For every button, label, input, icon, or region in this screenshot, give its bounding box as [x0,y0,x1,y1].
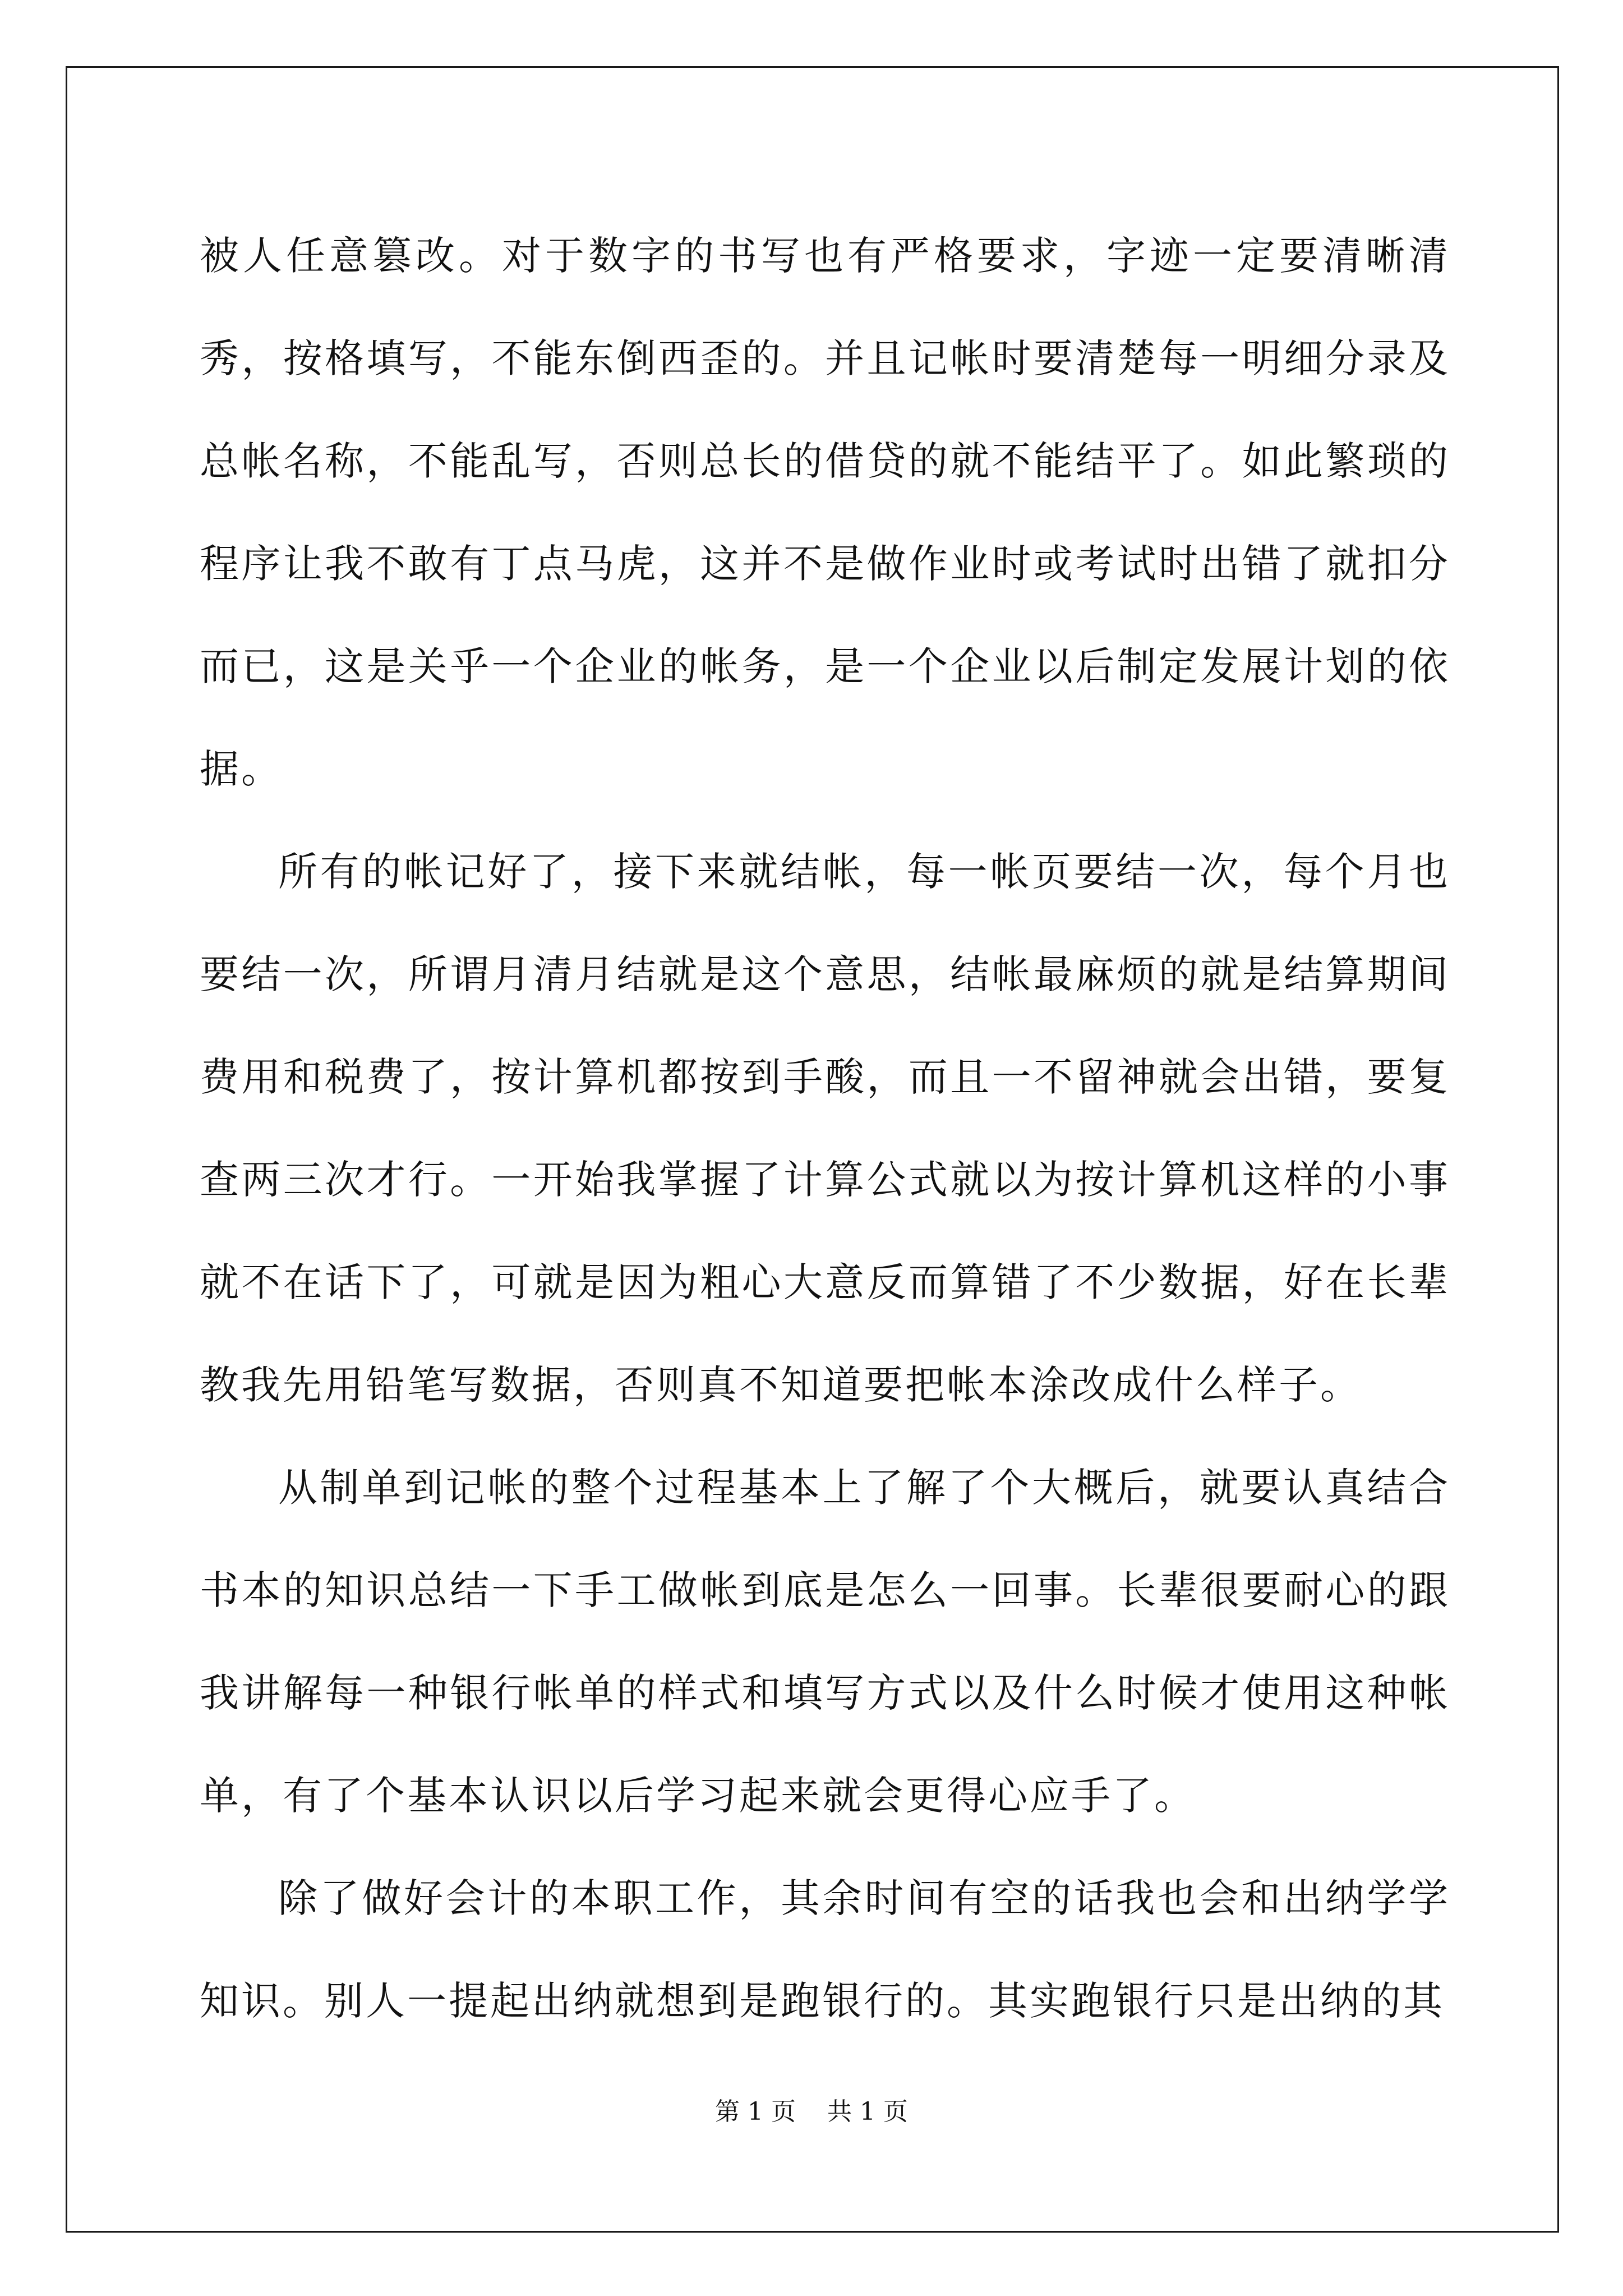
paragraph-4: 除了做好会计的本职工作，其余时间有空的话我也会和出纳学学知识。别人一提起出纳就想到是跑银行的。其实跑银行只是出纳的其 [200,1875,1450,2024]
document-body [200,205,1450,2053]
paragraph-1: 被人任意篡改。对于数字的书写也有严格要求，字迹一定要清晰清秀，按格填写，不能东倒西歪的。并且记帐时要清楚每一明细分录及总帐名称，不能乱写，否则总长的借贷的就不能结平了。如此繁琐的程序让我不敢有丁点马虎，这并不是做作业时或考试时出错了就扣分而已，这是关乎一个企业的帐务，是一个企业以后制定发展计划的依据。 [200,233,1450,792]
paragraph-2: 所有的帐记好了，接下来就结帐，每一帐页要结一次，每个月也要结一次，所谓月清月结就是这个意思，结帐最麻烦的就是结算期间费用和税费了，按计算机都按到手酸，而且一不留神就会出错，要复查两三次才行。一开始我掌握了计算公式就以为按计算机这样的小事就不在话下了，可就是因为粗心大意反而算错了不少数据，好在长辈教我先用铅笔写数据，否则真不知道要把帐本涂改成什么样子。 [200,849,1450,1408]
page-number-footer: 第 1 页 共 1 页 [715,2097,908,2126]
paragraph-3: 从制单到记帐的整个过程基本上了解了个大概后，就要认真结合书本的知识总结一下手工做帐到底是怎么一回事。长辈很要耐心的跟我讲解每一种银行帐单的样式和填写方式以及什么时候才使用这种帐单，有了个基本认识以后学习起来就会更得心应手了。 [200,1465,1450,1819]
